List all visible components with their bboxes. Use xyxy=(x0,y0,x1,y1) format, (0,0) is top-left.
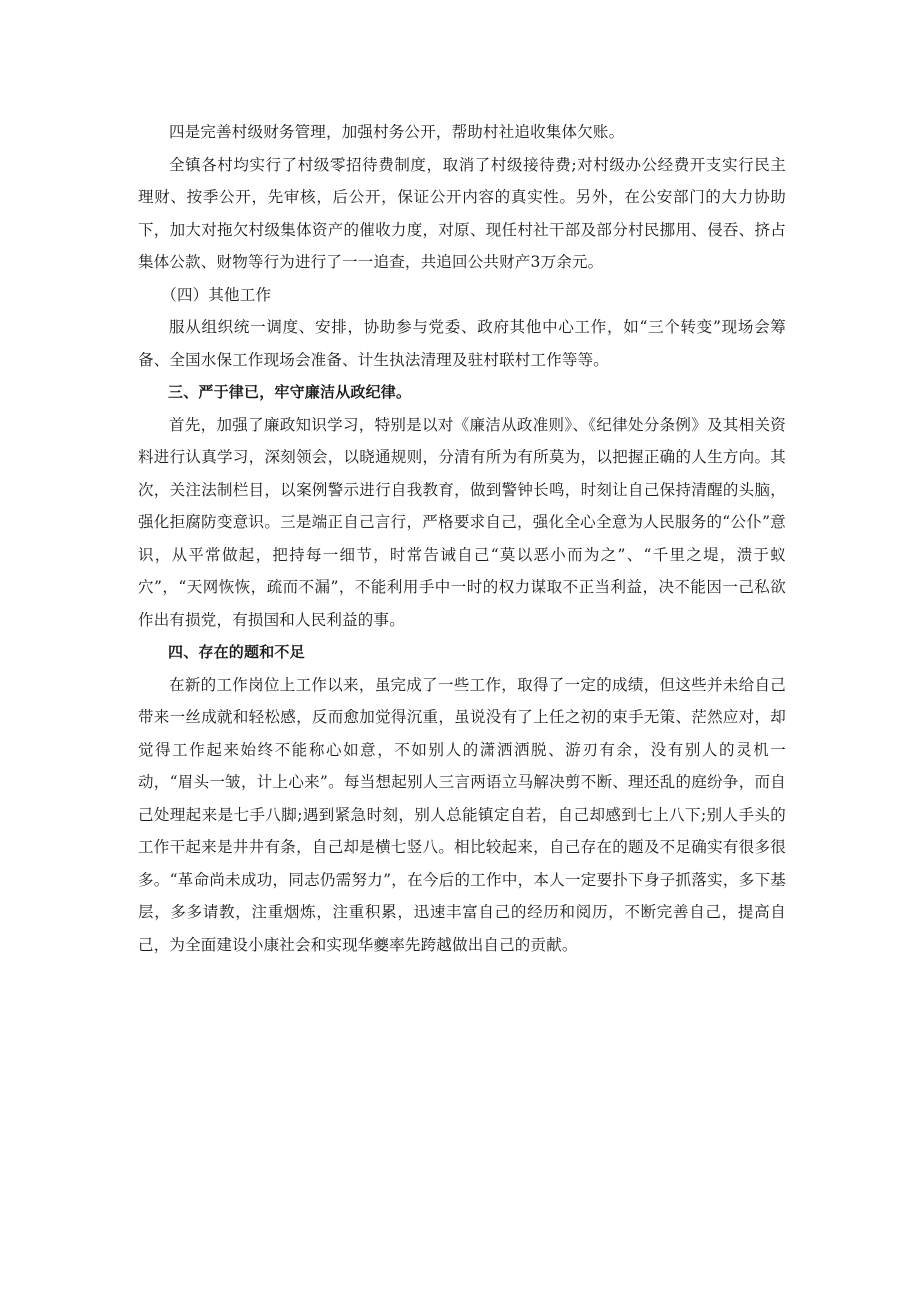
paragraph-other-work: 服从组织统一调度、安排，协助参与党委、政府其他中心工作，如“三个转变”现场会筹备、全国水保工作现场会准备、计生执法清理及驻村联村工作等等。 xyxy=(138,318,786,369)
heading-self-discipline: 三、严于律已，牢守廉洁从政纪律。 xyxy=(168,383,412,401)
paragraph-finance-details: 全镇各村均实行了村级零招待费制度，取消了村级接待费;对村级办公经费开支实行民主理财、按季公开，先审核，后公开，保证公开内容的真实性。另外，在公安部门的大力协助下，加大对拖欠村级集体资产的催收力度，对原、现任村社干部及部分村民挪用、侵吞、挤占集体公款、财物等行为进行了一一追查，共追回公共财产3万余元。 xyxy=(138,155,786,271)
document-page xyxy=(138,116,786,961)
paragraph-finance-management: 四是完善村级财务管理，加强村务公开，帮助村社追收集体欠账。 xyxy=(169,123,625,141)
paragraph-problems: 在新的工作岗位上工作以来，虽完成了一些工作，取得了一定的成绩，但这些并未给自己带来一丝成就和轻松感，反而愈加觉得沉重，虽说没有了上任之初的束手无策、茫然应对，却觉得工作起来始终不能称心如意，不如别人的潇洒洒脱、游刃有余，没有别人的灵机一动，“眉头一皱，计上心来”。每当想起别人三言两语立马解决剪不断、理还乱的庭纷争，而自己处理起来是七手八脚;遇到紧急时刻，别人总能镇定自若，自己却感到七上八下;别人手头的工作干起来是井井有条，自己却是横七竖八。相比较起来，自己存在的题及不足确实有很多很多。“革命尚未成功，同志仍需努力”，在今后的工作中，本人一定要扑下身子抓落实，多下基层，多多请教，注重烟炼，注重积累，迅速丰富自己的经历和阅历，不断完善自己，提高自己，为全面建设小康社会和实现华夔率先跨越做出自己的贡献。 xyxy=(138,675,786,954)
paragraph-self-discipline: 首先，加强了廉政知识学习，特别是以对《廉洁从政准则》、《纪律处分条例》及其相关资料进行认真学习，深刻领会，以晓通规则，分清有所为有所莫为，以把握正确的人生方向。其次，关注法制栏目，以案例警示进行自我教育，做到警钟长鸣，时刻让自己保持清醒的头脑，强化拒腐防变意识。三是端正自己言行，严格要求自己，强化全心全意为人民服务的“公仆”意识，从平常做起，把持每一细节，时常告诫自己“莫以恶小而为之”、“千里之堤，溃于蚁穴”，“天网恢恢，疏而不漏”，不能利用手中一时的权力谋取不正当利益，决不能因一己私欲作出有损党，有损国和人民利益的事。 xyxy=(138,415,786,629)
subheading-other-work: （四）其他工作 xyxy=(161,285,272,304)
heading-problems: 四、存在的题和不足 xyxy=(168,643,305,661)
